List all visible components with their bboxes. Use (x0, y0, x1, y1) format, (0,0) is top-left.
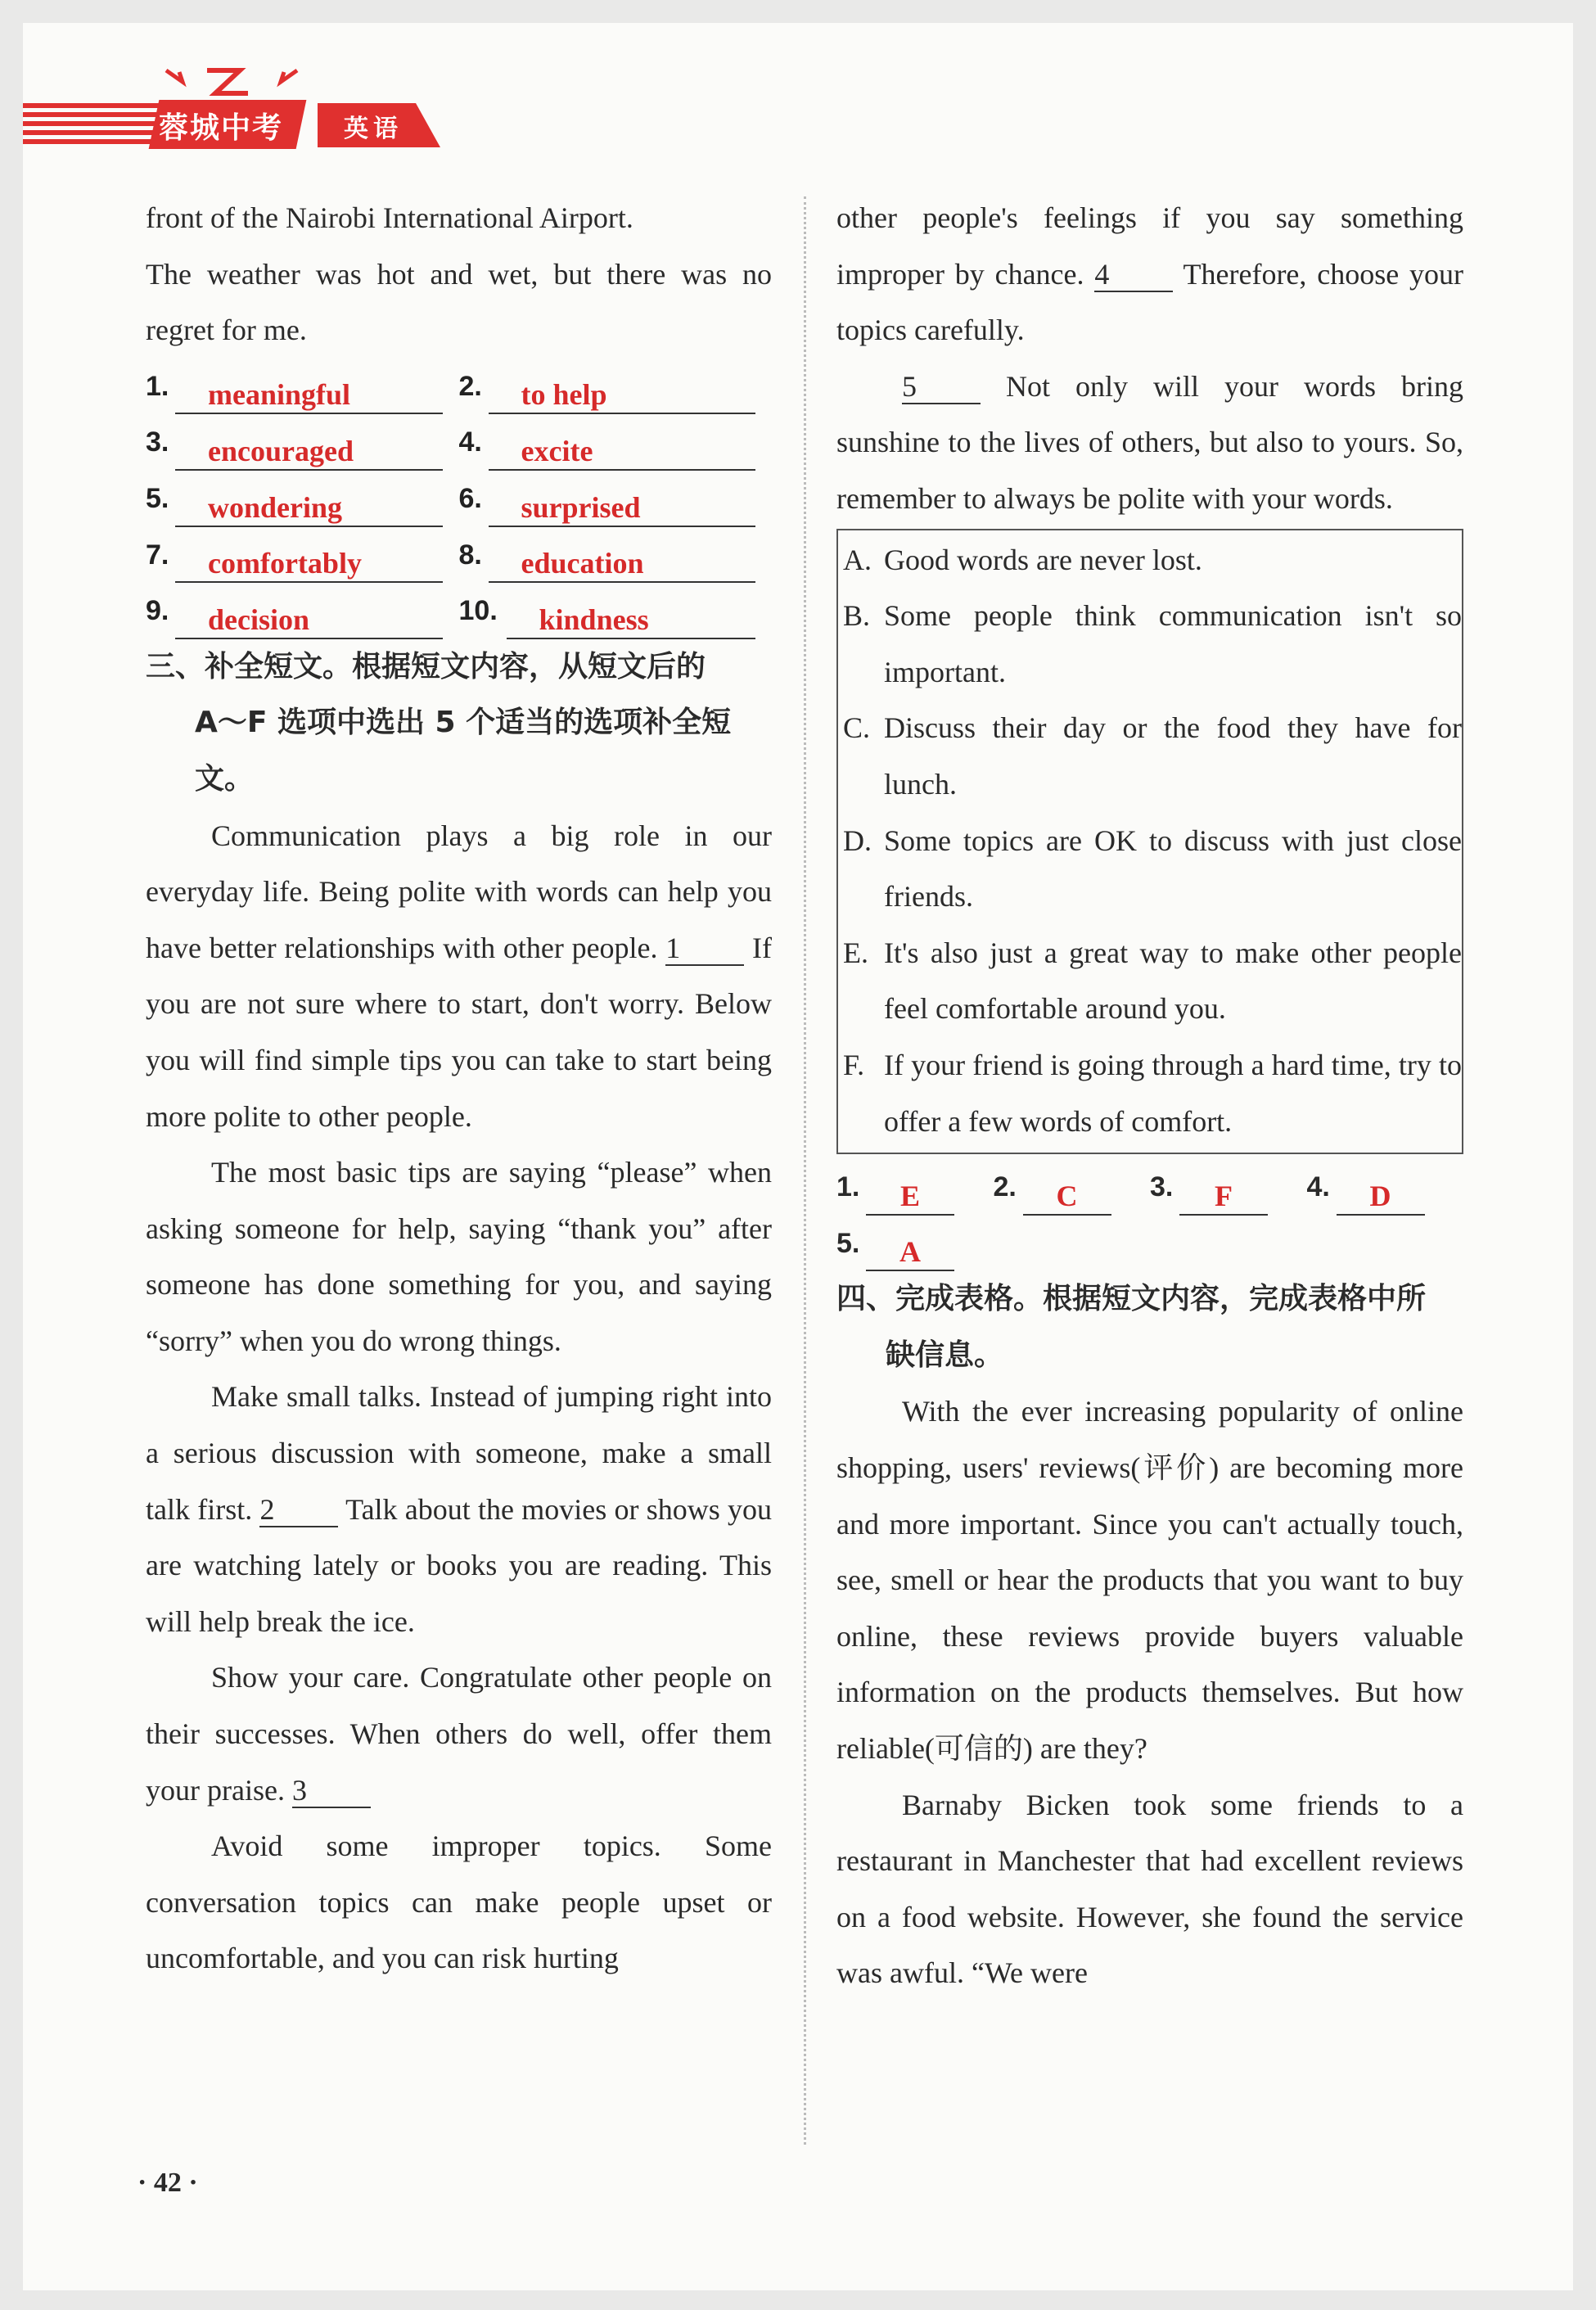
blank-5: 5 (902, 370, 981, 404)
answer-item: 5. wondering (146, 471, 459, 527)
answer-row (146, 583, 772, 639)
answer-row (146, 414, 772, 471)
answer-item: 1. meaningful (146, 359, 459, 415)
paragraph-4: Show your care. Congratulate other people on their successes. When others do well, offer them your praise. 3 (146, 1661, 772, 1807)
reading-paragraph-2: Barnaby Bicken took some friends to a restaurant in Manchester that had excellent reviews on a food website. However, she found the service was awful. “We were (836, 1788, 1463, 1990)
choice-answer: 5. A (836, 1216, 994, 1272)
blank-2: 2 (259, 1493, 338, 1527)
subject-label: 英语 (344, 115, 403, 143)
option-c: C. Discuss their day or the food they have for lunch. (843, 711, 1462, 801)
options-box (836, 529, 1463, 1155)
blank-4: 4 (1094, 258, 1173, 292)
reading-paragraph-1: With the ever increasing popularity of online shopping, users' reviews(评价) are becoming more and more important. Since you can't actually touch, see, smell or hear the products that you want to buy online, these reviews provide buyers valuable information on the products themselves. But how reliable(可信的) are they? (836, 1395, 1463, 1766)
choice-answers-row-2 (836, 1216, 1463, 1272)
column-divider (804, 196, 806, 2145)
answer-row (146, 359, 772, 415)
answer-item: 8. education (459, 527, 773, 584)
answer-row (146, 471, 772, 527)
section-3-heading: 三、补全短文。根据短文内容，从短文后的 A～F 选项中选出 5 个适当的选项补全短文。 (146, 649, 732, 796)
answer-item: 7. comfortably (146, 527, 459, 584)
paragraph-5-cont: other people's feelings if you say something improper by chance. 4 Therefore, choose your topics carefully. (836, 201, 1463, 347)
blank-3: 3 (292, 1774, 371, 1808)
page-number: · 42 · (138, 2168, 198, 2198)
option-e: E. It's also just a great way to make other people feel comfortable around you. (843, 936, 1462, 1026)
answer-item: 2. to help (459, 359, 773, 415)
paragraph-2: The most basic tips are saying “please” when asking someone for help, saying “thank you” after someone has done something for you, and saying “sorry” when you do wrong things. (146, 1156, 772, 1357)
answer-item: 10. kindness (459, 583, 773, 639)
answer-item: 4. excite (459, 414, 773, 471)
choice-answer: 1. E (836, 1159, 994, 1216)
choice-answer: 4. D (1307, 1159, 1464, 1216)
answer-row (146, 527, 772, 584)
choice-answers-row-1 (836, 1159, 1463, 1216)
answer-key-section2 (146, 359, 772, 639)
logo-text: 蓉城中考 (159, 111, 284, 145)
answer-item: 3. encouraged (146, 414, 459, 471)
answer-item: 6. surprised (459, 471, 773, 527)
answer-item: 9. decision (146, 583, 459, 639)
paragraph-5: Avoid some improper topics. Some conversation topics can make people upset or uncomfortable, and you can risk hurting (146, 1830, 772, 1975)
choice-answer: 2. C (994, 1159, 1151, 1216)
option-f: F. If your friend is going through a hard time, try to offer a few words of comfort. (843, 1048, 1462, 1138)
logo-mark-icon (158, 65, 305, 103)
paragraph-6: 5 Not only will your words bring sunshine to the lives of others, but also to yours. So, remember to always be polite with your words. (836, 369, 1464, 515)
option-d: D. Some topics are OK to discuss with just close friends. (843, 823, 1462, 914)
passage-continuation-2: The weather was hot and wet, but there was no regret for me. (146, 257, 772, 347)
blank-1: 1 (665, 932, 744, 966)
choice-answer: 3. F (1150, 1159, 1307, 1216)
option-a: A. Good words are never lost. (843, 543, 1202, 576)
header-logo (23, 65, 449, 188)
passage-continuation-1: front of the Nairobi International Airport. (146, 201, 633, 234)
right-column (836, 190, 1463, 2001)
paragraph-3: Make small talks. Instead of jumping right into a serious discussion with someone, make a small talk first. 2 Talk about the movies or shows you are watching lately or books you are reading. This will help break the ice. (146, 1380, 772, 1638)
option-b: B. Some people think communication isn't so important. (843, 599, 1462, 688)
left-column (146, 190, 772, 1987)
paragraph-1: Communication plays a big role in our everyday life. Being polite with words can help you have better relationships with other people. 1 If you are not sure where to start, don't worry. Below you will find simple tips you can take to start being more polite to other people. (146, 819, 773, 1133)
section-4-heading: 四、完成表格。根据短文内容，完成表格中所 缺信息。 (836, 1282, 1427, 1372)
